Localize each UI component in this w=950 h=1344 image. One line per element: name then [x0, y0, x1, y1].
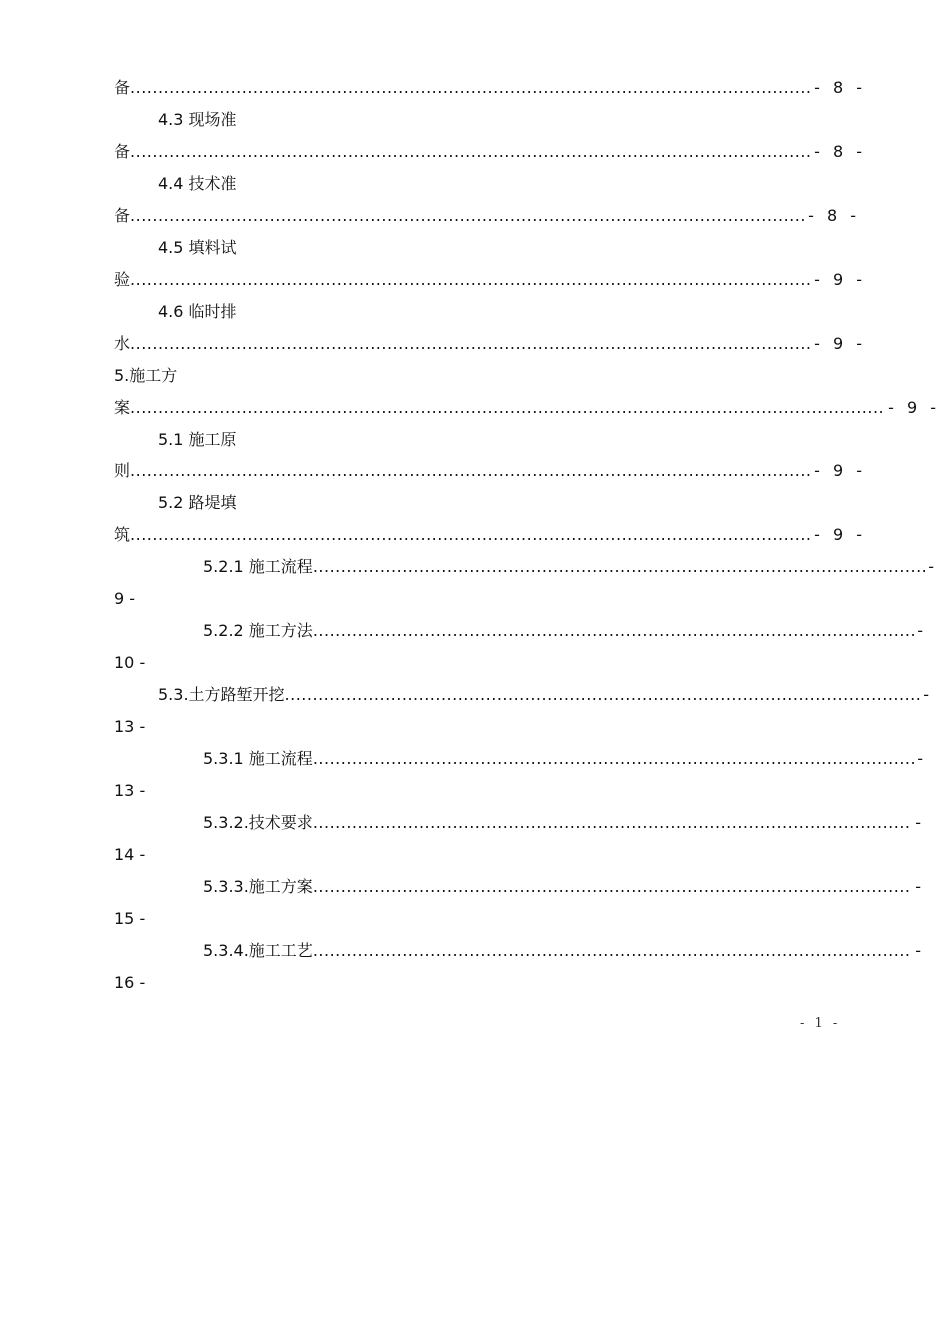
leader-dots: [130, 333, 811, 355]
toc-entry-4-6[interactable]: [114, 333, 866, 355]
leader-dots: [313, 748, 914, 770]
toc-heading-4-6[interactable]: 4.6 临时排: [158, 302, 237, 321]
leader-dots: [130, 205, 805, 227]
toc-page-number: - 8 -: [814, 78, 866, 97]
toc-heading-4-5[interactable]: 4.5 填料试: [158, 238, 237, 257]
toc-entry-5-3[interactable]: [158, 684, 933, 706]
toc-page-dash: -: [917, 621, 927, 640]
toc-page-number-5-2-1: 9 -: [114, 589, 136, 608]
leader-dots: [130, 460, 811, 482]
toc-entry-5[interactable]: [114, 397, 940, 419]
toc-heading-5-3-3: 5.3.3.施工方案: [203, 877, 313, 896]
toc-page-number-5-3-4: 16 -: [114, 973, 146, 992]
leader-dots: [130, 77, 811, 99]
toc-page-number-5-2-2: 10 -: [114, 653, 146, 672]
toc-heading-5-2-2: 5.2.2 施工方法: [203, 621, 313, 640]
toc-page-dash: -: [928, 557, 938, 576]
toc-page-number: - 9 -: [814, 334, 866, 353]
toc-heading-5-3: 5.3.土方路堑开挖: [158, 685, 285, 704]
toc-entry-5-3-4[interactable]: [203, 940, 925, 962]
toc-page-number: - 9 -: [814, 461, 866, 480]
toc-heading-4-3[interactable]: 4.3 现场准: [158, 110, 237, 129]
toc-entry-tail: 水: [114, 334, 131, 353]
toc-heading-5-3-1: 5.3.1 施工流程: [203, 749, 313, 768]
toc-page-number-5-3: 13 -: [114, 717, 146, 736]
toc-page-number: - 8 -: [814, 142, 866, 161]
toc-entry-5-1[interactable]: [114, 460, 866, 482]
leader-dots: [313, 556, 925, 578]
toc-page-dash: -: [917, 749, 927, 768]
toc-page-dash: -: [915, 813, 925, 832]
toc-entry-prev-continuation[interactable]: [114, 77, 866, 99]
toc-page-number: - 9 -: [888, 398, 940, 417]
leader-dots: [130, 269, 811, 291]
toc-page-number-5-3-1: 13 -: [114, 781, 146, 800]
toc-page-number-5-3-3: 15 -: [114, 909, 146, 928]
leader-dots: [130, 524, 811, 546]
toc-entry-5-2-2[interactable]: [203, 620, 927, 642]
toc-entry-4-5[interactable]: [114, 269, 866, 291]
toc-page-number: - 9 -: [814, 270, 866, 289]
toc-page-number: - 8 -: [808, 206, 860, 225]
toc-entry-4-3[interactable]: [114, 141, 866, 163]
toc-entry-tail: 筑: [114, 525, 131, 544]
toc-page-dash: -: [915, 877, 925, 896]
toc-page-dash: -: [923, 685, 933, 704]
toc-entry-tail: 验: [114, 270, 131, 289]
toc-entry-tail: 则: [114, 461, 131, 480]
leader-dots: [313, 812, 912, 834]
toc-entry-5-3-1[interactable]: [203, 748, 927, 770]
toc-entry-tail: 案: [114, 398, 131, 417]
toc-entry-4-4[interactable]: [114, 205, 860, 227]
leader-dots: [285, 684, 921, 706]
toc-page-number-5-3-2: 14 -: [114, 845, 146, 864]
toc-entry-5-3-2[interactable]: [203, 812, 925, 834]
leader-dots: [313, 620, 914, 642]
toc-heading-5[interactable]: 5.施工方: [114, 366, 178, 385]
toc-page-dash: -: [915, 941, 925, 960]
toc-page-number: - 9 -: [814, 525, 866, 544]
toc-heading-5-1[interactable]: 5.1 施工原: [158, 430, 237, 449]
toc-heading-5-3-2: 5.3.2.技术要求: [203, 813, 313, 832]
leader-dots: [313, 940, 912, 962]
toc-heading-5-3-4: 5.3.4.施工工艺: [203, 941, 313, 960]
toc-entry-tail: 备: [114, 206, 131, 225]
leader-dots: [313, 876, 912, 898]
leader-dots: [130, 397, 885, 419]
toc-entry-5-2-1[interactable]: [203, 556, 938, 578]
toc-entry-tail: 备: [114, 142, 131, 161]
page-footer-number: - 1 -: [800, 1016, 841, 1031]
toc-entry-5-2[interactable]: [114, 524, 866, 546]
toc-heading-5-2[interactable]: 5.2 路堤填: [158, 493, 237, 512]
toc-entry-5-3-3[interactable]: [203, 876, 925, 898]
toc-heading-5-2-1: 5.2.1 施工流程: [203, 557, 313, 576]
leader-dots: [130, 141, 811, 163]
toc-entry-tail: 备: [114, 78, 131, 97]
toc-heading-4-4[interactable]: 4.4 技术准: [158, 174, 237, 193]
